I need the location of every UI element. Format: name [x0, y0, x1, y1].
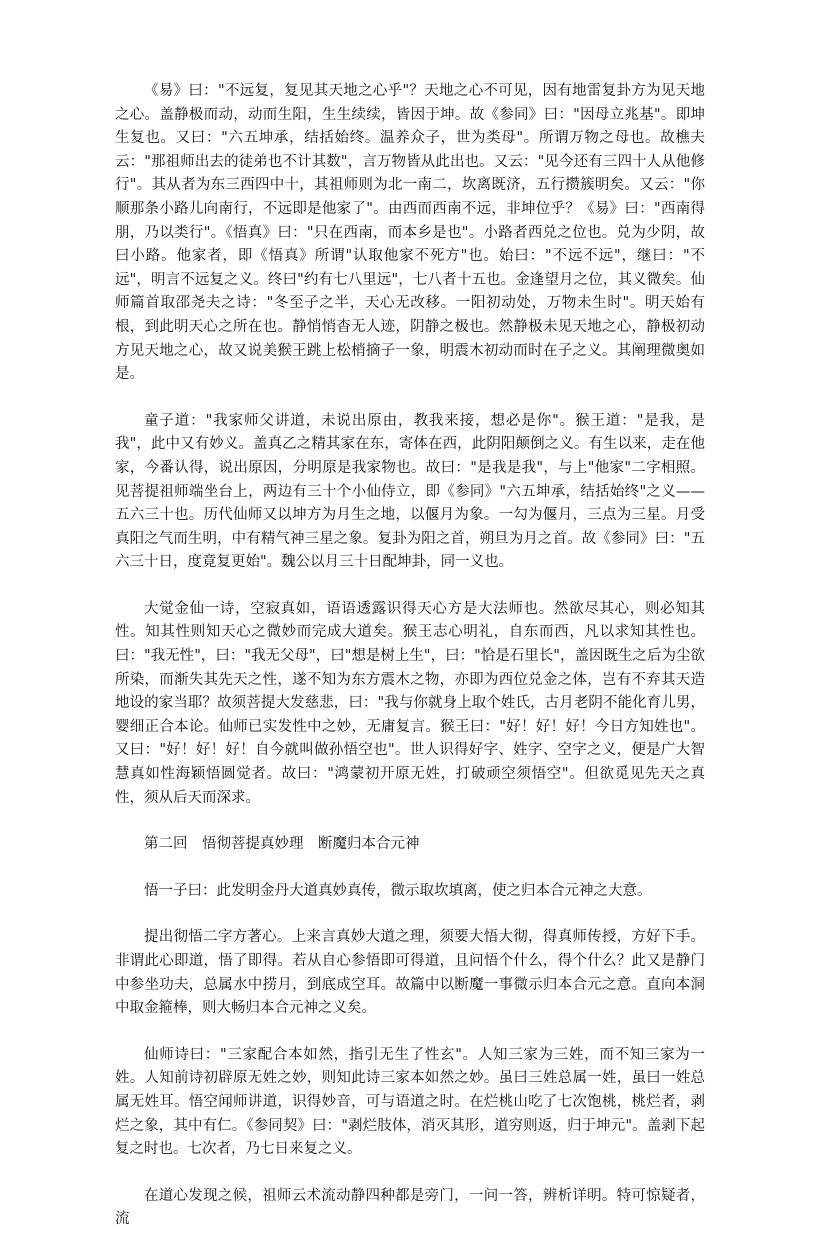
- paragraph-7: 在道心发现之候，祖师云术流动静四种都是旁门，一问一答，辨析详明。特可惊疑者，流: [115, 1187, 705, 1228]
- paragraph-5: 提出彻悟二字方著心。上来言真妙大道之理，须要大悟大彻，得真师传授，方好下手。非谓此心即道，悟了即得。若从自心参悟即可得道，且问悟个什么，得个什么？此又是静门中参坐功夫，总属水中捞月，到底成空耳。故篇中以断魔一事微示归本合元之意。直向本洞中取金箍棒，则大畅归本合元神之义矣。: [115, 929, 705, 1017]
- paragraph-2: 童子道："我家师父讲道，未说出原由，教我来接，想必是你"。猴王道："是我，是我"，此中又有妙义。盖真乙之精其家在东，寄体在西，此阴阳颠倒之义。有生以来，走在他家，今番认得，说出原因，分明原是我家物也。故曰："是我是我"，与上"他家"二字相照。见菩提祖师端坐台上，两边有三十个小仙侍立，即《参同》"六五坤承，结括始终"之义——五六三十也。历代仙师又以坤方为月生之地，以偃月为象。一勾为偃月，三点为三星。月受真阳之气而生明，中有精气神三星之象。复卦为阳之首，朔旦为月之首。故《参同》曰："五六三十日，度竟复更始"。魏公以月三十日配坤卦，同一义也。: [115, 412, 705, 571]
- paragraph-4: 悟一子曰：此发明金丹大道真妙真传，微示取坎填离，使之归本合元神之大意。: [144, 882, 652, 899]
- chapter-heading: 第二回 悟彻菩提真妙理 断魔归本合元神: [144, 836, 420, 853]
- paragraph-6: 仙师诗曰："三家配合本如然，指引无生了性玄"。人知三家为三姓，而不知三家为一姓。人知前诗初辟原无姓之妙，则知此诗三家本如然之妙。虽曰三姓总属一姓，虽曰一姓总属无姓耳。悟空闻师讲道，识得妙音，可与语道之时。在烂桃山吃了七次饱桃，桃烂者，剥烂之象，其中有仁。《参同契》曰："剥烂肢体，消灭其形，道穷则返，归于坤元"。盖剥下起复之时也。七次者，乃七日来复之义。: [115, 1046, 705, 1158]
- document-page: [115, 80, 705, 1255]
- paragraph-3: 大觉金仙一诗，空寂真如，语语透露识得天心方是大法师也。然欲尽其心，则必知其性。知其性则知天心之微妙而完成大道矣。猴王志心明礼，自东而西，凡以求知其性也。曰："我无性"，曰："我无父母"，曰"想是树上生"，曰："恰是石里长"，盖因既生之后为尘欲所染，而渐失其先天之性，遂不知为东方震木之物，亦即为西位兑金之体，岂有不弃其天造地设的家当耶？故须菩提大发慈悲，曰："我与你就身上取个姓氏，古月老阴不能化育儿男，婴细正合本论。仙师已实发性中之妙，无庸复言。猴王曰："好！好！好！今日方知姓也"。又曰："好！好！好！自今就叫做孙悟空也"。世人识得好字、姓字、空字之义，便是广大智慧真如性海颖悟圆觉者。故曰："鸿蒙初开原无姓，打破顽空须悟空"。但欲觅见先天之真性，须从后天而深求。: [115, 600, 705, 806]
- paragraph-1: 《易》曰："不远复，复见其天地之心乎"？天地之心不可见，因有地雷复卦方为见天地之心。盖静极而动，动而生阳，生生续续，皆因于坤。故《参同》曰："因母立兆基"。即坤生复也。又曰："六五坤承，结括始终。温养众子，世为类母"。所谓万物之母也。故樵夫云："那祖师出去的徒弟也不计其数"，言万物皆从此出也。又云："见今还有三四十人从他修行"。其从者为东三西四中十，其祖师则为北一南二，坎离既济，五行攒簇明矣。又云："你顺那条小路儿向南行，不远即是他家了"。由西而西南不远，非坤位乎？《易》曰："西南得朋，乃以类行"。《悟真》曰："只在西南，而本乡是也"。小路者西兑之位也。兑为少阴，故曰小路。他家者，即《悟真》所谓"认取他家不死方"也。始曰："不远不远"，继曰："不远"，明言不远复之义。终曰"约有七八里远"，七八者十五也。金逢望月之位，其义微矣。仙师篇首取邵尧夫之诗："冬至子之半，天心无改移。一阳初动处，万物未生时"。明天始有根，到此明天心之所在也。静悄悄杳无人迹，阴静之极也。然静极未见天地之心，静极初动方见天地之心，故又说美猴王跳上松梢摘子一象，明震木初动而时在子之义。其阐理微奥如是。: [115, 83, 705, 383]
